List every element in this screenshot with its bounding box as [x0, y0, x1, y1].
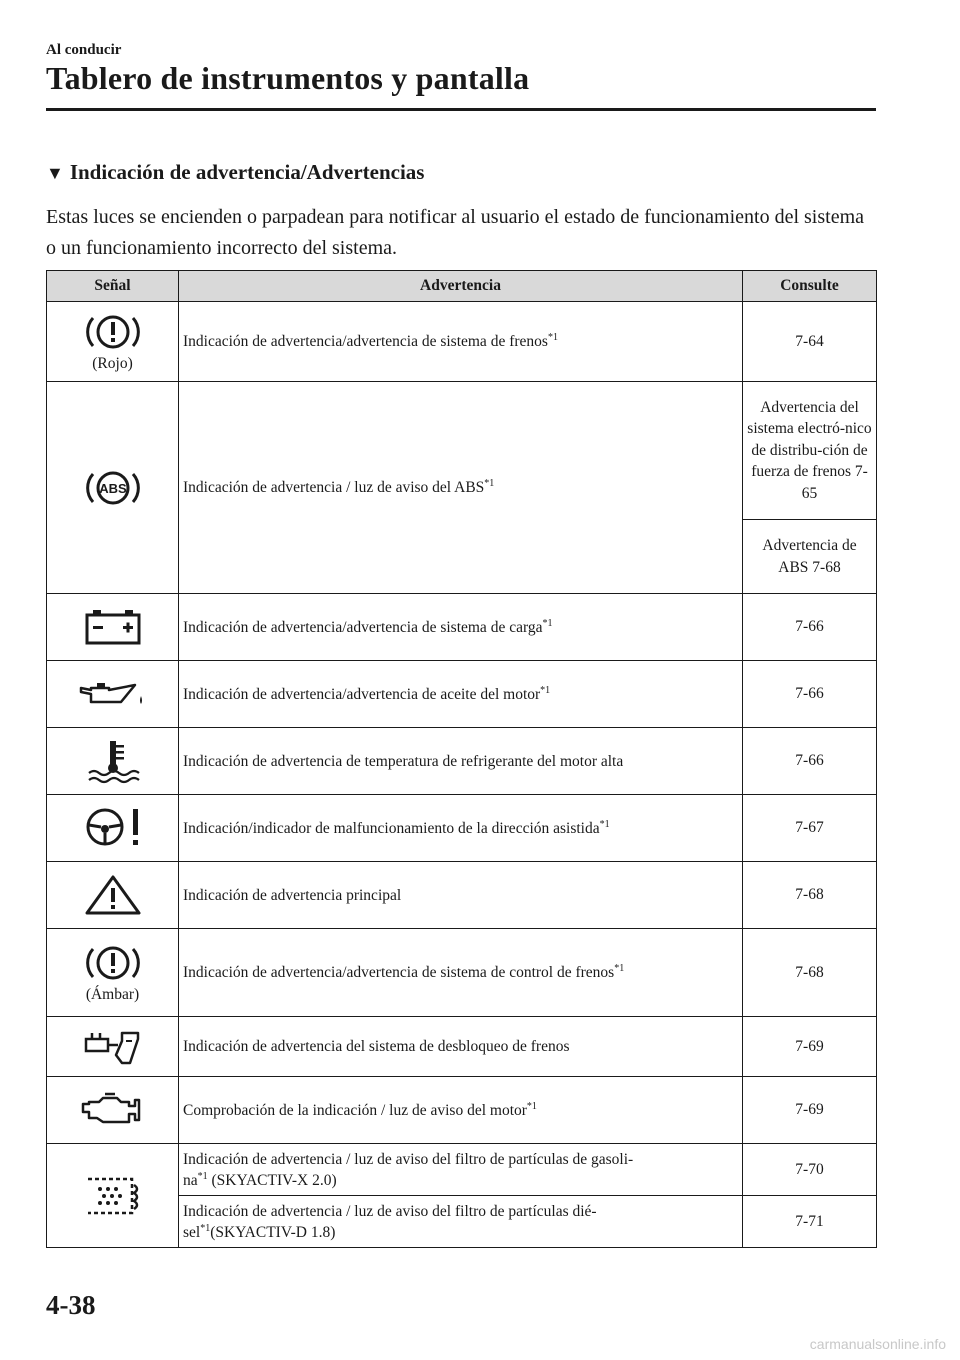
signal-cell — [47, 795, 179, 862]
reference-cell: 7-66 — [743, 661, 877, 728]
signal-sublabel: (Rojo) — [92, 354, 133, 372]
table-row — [47, 795, 877, 862]
warning-cell: Indicación de advertencia de temperatura de refrigerante del motor alta — [179, 728, 743, 795]
reference-cell: Advertencia de ABS 7-68 — [743, 520, 877, 594]
signal-cell — [47, 1144, 179, 1248]
column-header-reference: Consulte — [743, 271, 877, 302]
column-header-warning: Advertencia — [179, 271, 743, 302]
master-warning-icon — [81, 873, 145, 917]
warning-cell: Indicación de advertencia / luz de aviso del filtro de partículas dié- sel$^{*1}$(SKYACTIV-D 1.8) — [179, 1196, 743, 1248]
running-header: Al conducir — [46, 42, 122, 58]
section-title — [46, 160, 424, 185]
watermark: carmanualsonline.info — [809, 1336, 946, 1352]
warning-cell: Indicación de advertencia / luz de aviso del filtro de partículas de gasoli- $na^{*1}$ (SKYACTIV-X 2.0) — [179, 1144, 743, 1196]
warning-cell: Indicación de advertencia principal — [179, 862, 743, 929]
reference-cell: 7-67 — [743, 795, 877, 862]
warning-cell: Indicación de advertencia/advertencia de sistema de control de frenos$^{*1}$ — [179, 929, 743, 1017]
signal-cell — [47, 1017, 179, 1077]
reference-cell: 7-66 — [743, 728, 877, 795]
abs-icon — [81, 467, 145, 509]
brake-release-icon — [78, 1025, 148, 1069]
reference-cell: 7-68 — [743, 862, 877, 929]
signal-cell — [47, 594, 179, 661]
brake-control-icon — [81, 942, 145, 984]
battery-icon — [81, 607, 145, 647]
signal-cell — [47, 1077, 179, 1144]
reference-cell: 7-71 — [743, 1196, 877, 1248]
particulate-filter-icon — [78, 1171, 148, 1221]
table-row — [47, 382, 877, 520]
reference-cell: 7-70 — [743, 1144, 877, 1196]
page-number: 4-38 — [46, 1290, 96, 1320]
warning-cell: Indicación de advertencia/advertencia de sistema de carga$^{*1}$ — [179, 594, 743, 661]
reference-cell: 7-64 — [743, 302, 877, 382]
warning-cell: Indicación de advertencia del sistema de desbloqueo de frenos — [179, 1017, 743, 1077]
brake-warning-icon — [81, 311, 145, 353]
warning-cell: Indicación/indicador de malfuncionamiento de la dirección asistida$^{*1}$ — [179, 795, 743, 862]
warning-cell: Indicación de advertencia / luz de aviso del ABS$^{*1}$ — [179, 382, 743, 594]
reference-cell: 7-69 — [743, 1077, 877, 1144]
signal-cell — [47, 728, 179, 795]
svg-text:ABS: ABS — [98, 480, 127, 496]
table-row — [47, 594, 877, 661]
table-row — [47, 302, 877, 382]
oil-can-icon — [75, 676, 151, 712]
table-row — [47, 728, 877, 795]
steering-warning-icon — [75, 805, 151, 851]
signal-cell — [47, 302, 179, 382]
signal-cell — [47, 862, 179, 929]
warning-cell: Indicación de advertencia/advertencia de sistema de frenos$^{*1}$ — [179, 302, 743, 382]
table-row — [47, 929, 877, 1017]
table-row — [47, 661, 877, 728]
table-header-row — [47, 271, 877, 302]
page-title: Tablero de instrumentos y pantalla — [46, 60, 530, 96]
table-row — [47, 862, 877, 929]
reference-cell: 7-68 — [743, 929, 877, 1017]
table-row — [47, 1017, 877, 1077]
reference-cell: Advertencia del sistema electró-nico de distribu-ción de fuerza de frenos 7-65 — [743, 382, 877, 520]
column-header-signal: Señal — [47, 271, 179, 302]
check-engine-icon — [77, 1090, 149, 1130]
signal-cell — [47, 929, 179, 1017]
table-row — [47, 1144, 877, 1196]
reference-cell: 7-66 — [743, 594, 877, 661]
signal-sublabel: (Ámbar) — [85, 985, 140, 1003]
triangle-bullet-icon: ▼ — [46, 163, 64, 183]
signal-cell — [47, 382, 179, 594]
signal-cell — [47, 661, 179, 728]
header-rule — [46, 108, 876, 111]
warning-table — [46, 270, 877, 1248]
coolant-temperature-icon — [81, 737, 145, 785]
warning-cell: Comprobación de la indicación / luz de aviso del motor$^{*1}$ — [179, 1077, 743, 1144]
intro-paragraph: Estas luces se encienden o parpadean para notificar al usuario el estado de funcionamiento del sistema o un funcionamiento incorrecto del sistema. — [46, 206, 865, 259]
table-row — [47, 1077, 877, 1144]
reference-cell: 7-69 — [743, 1017, 877, 1077]
section-title-text: Indicación de advertencia/Advertencias — [69, 160, 425, 184]
warning-cell: Indicación de advertencia/advertencia de aceite del motor$^{*1}$ — [179, 661, 743, 728]
